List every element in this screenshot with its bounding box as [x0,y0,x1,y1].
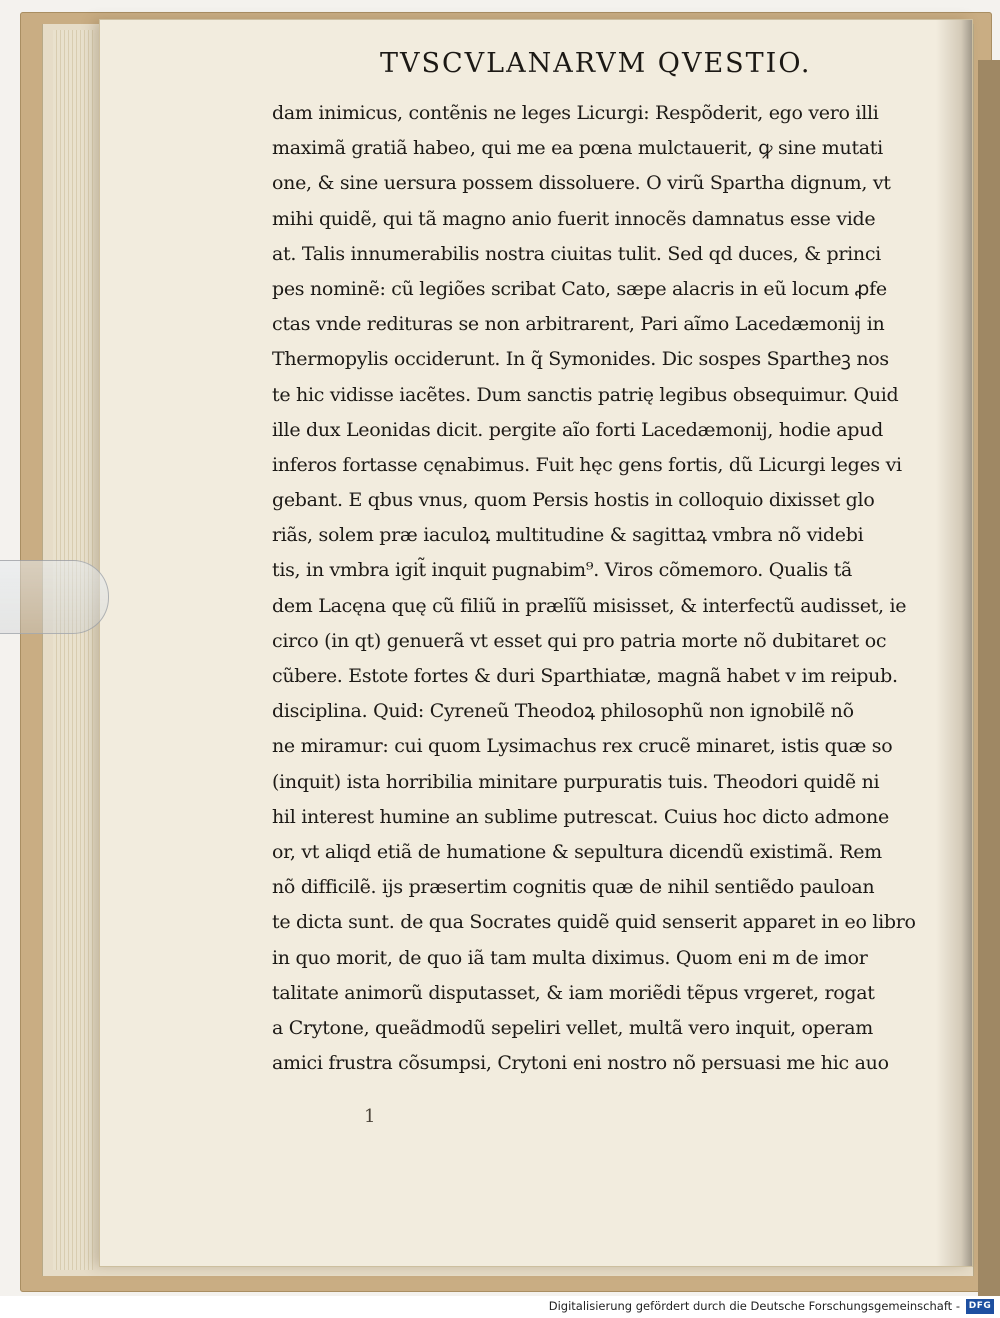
dfg-logo: DFG [966,1299,994,1314]
text-line: riãs, solem præ iaculoꝝ multitudine & sagittaꝝ vmbra nõ videbi [272,524,864,547]
text-line: ne miramur: cui quom Lysimachus rex crucẽ minaret, istis quæ so [272,735,893,758]
text-line: or, vt aliqd etiã de humatione & sepultura dicendũ existimã. Rem [272,840,882,863]
book-spine [978,60,1000,1296]
running-head: TVSCVLANARVM QVESTIO. [380,48,812,79]
text-line: mihi quidẽ, qui tã magno anio fuerit innocẽs damnatus esse vide [272,207,876,230]
text-line: Thermopylis occiderunt. In q̃ Symonides. Dic sospes Spartheꝫ nos [272,348,889,371]
funding-credit: Digitalisierung gefördert durch die Deutsche Forschungsgemeinschaft - [548,1299,960,1313]
text-line: dam inimicus, contẽnis ne leges Licurgi: Respõderit, ego vero illi [272,102,879,124]
text-line: ille dux Leonidas dicit. pergite aĩo forti Lacedæmonij, hodie apud [272,418,883,441]
text-line: tis, in vmbra igit̃ inquit pugnabim⁹. Viros cõmemoro. Qualis tã [272,559,853,582]
digitization-footer [0,1296,1000,1318]
text-line: dem Lacęna quę cũ filiũ in prælĩũ misisset, & interfectũ audisset, ie [272,594,907,617]
text-line: a Crytone, queãdmodũ sepeliri vellet, multã vero inquit, operam [272,1016,873,1039]
text-line: pes nominẽ: cũ legiões scribat Cato, sæpe alacris in eũ locum ꝓfe [272,277,887,300]
plastic-bookmark-clip [0,560,109,634]
signature-mark: 1 [364,1106,376,1127]
text-line: ctas vnde redituras se non arbitrarent, Pari aĩmo Lacedæmonij in [272,313,885,336]
text-line: amici frustra cõsumpsi, Crytoni eni nostro nõ persuasi me hic auo [272,1052,889,1075]
page-gutter-shadow [936,20,972,1266]
text-line: te hic vidisse iacẽtes. Dum sanctis patrię legibus obsequimur. Quid [272,383,899,406]
text-line: (inquit) ista horribilia minitare purpuratis tuis. Theodori quidẽ ni [272,770,880,793]
text-line: inferos fortasse cęnabimus. Fuit hęc gens fortis, dũ Licurgi leges vi [272,453,902,476]
text-line: cũbere. Estote fortes & duri Sparthiatæ, magnã habet v im reipub. [272,665,898,687]
text-line: disciplina. Quid: Cyreneũ Theodoꝝ philosophũ non ignobilẽ nõ [272,700,854,723]
text-line: circo (in qt) genuerã vt esset qui pro patria morte nõ dubitaret oc [272,629,887,652]
text-line: talitate animorũ disputasset, & iam moriẽdi tẽpus vrgeret, rogat [272,981,875,1004]
text-line: in quo morit, de quo iã tam multa diximus. Quom eni m de imor [272,946,868,969]
body-text [272,96,938,1081]
text-line: nõ difficilẽ. ijs præsertim cognitis quæ de nihil sentiẽdo pauloan [272,876,875,899]
text-line: gebant. E qbus vnus, quom Persis hostis in colloquio dixisset glo [272,489,875,512]
text-line: at. Talis innumerabilis nostra ciuitas tulit. Sed qd duces, & princi [272,242,881,265]
text-line: hil interest humine an sublime putrescat. Cuius hoc dicto admone [272,805,889,828]
text-line: maximã gratiã habeo, qui me ea pœna mulctauerit, ꝙ sine mutati [272,137,883,160]
text-line: one, & sine uersura possem dissoluere. O virũ Spartha dignum, vt [272,172,891,195]
text-line: te dicta sunt. de qua Socrates quidẽ quid senserit apparet in eo libro [272,911,916,934]
